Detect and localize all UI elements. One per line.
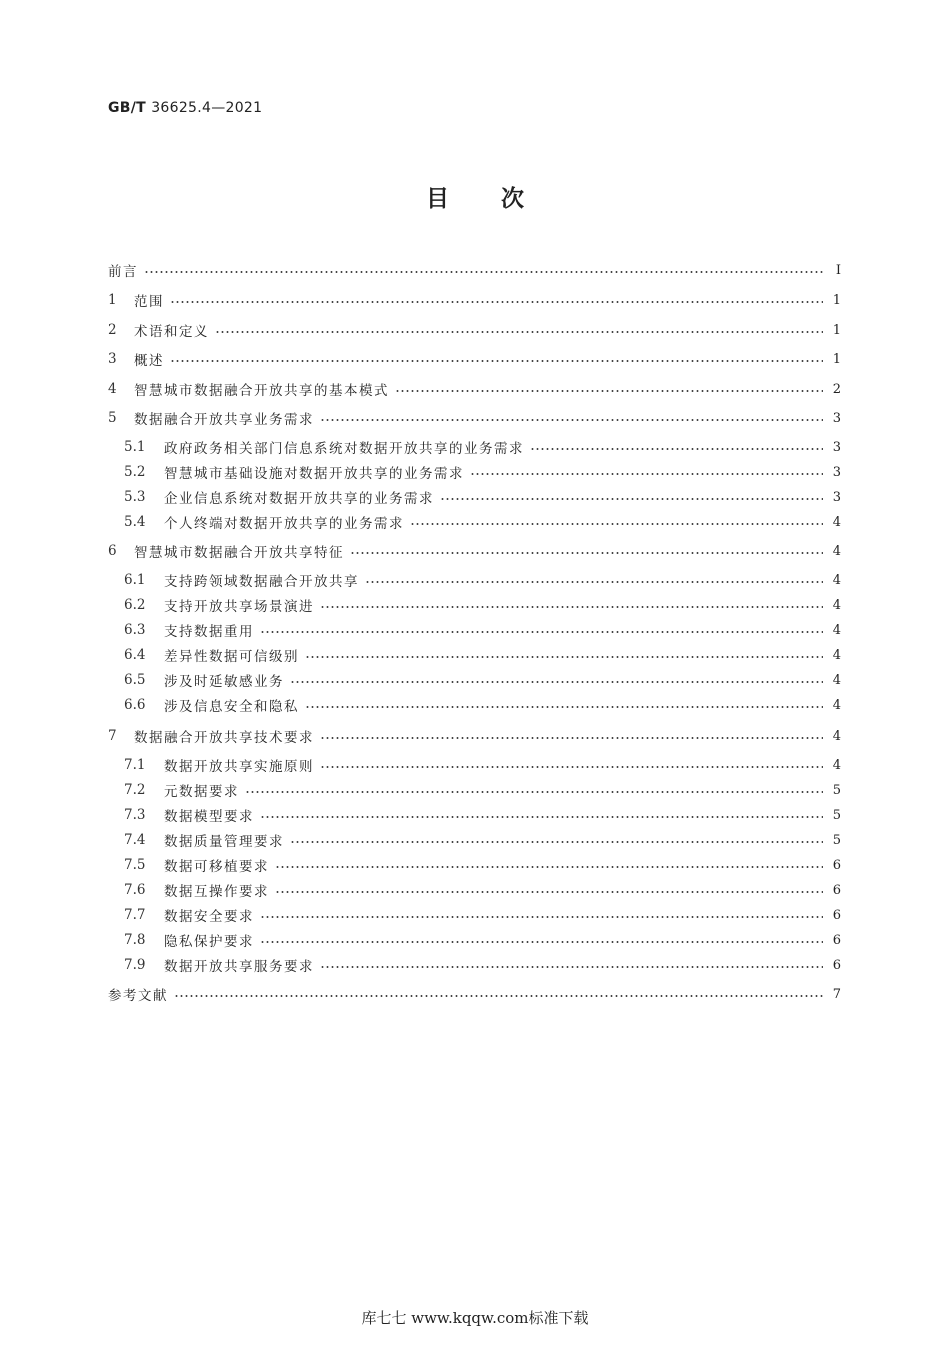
toc-entry-page: 4 (832, 728, 841, 744)
toc-leader-dots (365, 581, 823, 583)
toc-entry-number: 2 (108, 322, 117, 338)
toc-leader-dots (305, 706, 823, 708)
toc-leader-dots (144, 271, 823, 273)
toc-entry-label: 数据安全要求 (164, 909, 254, 925)
toc-entry-label: 支持数据重用 (164, 624, 254, 640)
toc-entry[interactable] (108, 568, 841, 592)
toc-entry-label: 支持跨领域数据融合开放共享 (164, 574, 359, 590)
toc-entry-page: 5 (832, 782, 841, 798)
title-char-2: 次 (501, 186, 524, 212)
toc-entry-page: 4 (832, 757, 841, 773)
toc-entry-page: 4 (832, 597, 841, 613)
toc-entry-number: 4 (108, 381, 117, 397)
page-title (0, 180, 950, 213)
toc-entry-page: 3 (832, 489, 841, 505)
toc-entry-number: 1 (108, 292, 117, 308)
toc-entry-page: 6 (832, 857, 841, 873)
toc-leader-dots (320, 606, 823, 608)
toc-entry-number: 7.7 (124, 907, 146, 923)
toc-entry-page: 4 (832, 514, 841, 530)
toc-entry-page: 4 (832, 572, 841, 588)
toc-entry[interactable] (108, 618, 841, 642)
toc-entry-label: 参考文献 (108, 988, 168, 1004)
toc-leader-dots (530, 448, 823, 450)
standard-prefix: GB/T (108, 100, 147, 116)
toc-leader-dots (470, 473, 823, 475)
toc-leader-dots (290, 681, 823, 683)
toc-entry-number: 7.5 (124, 857, 146, 873)
toc-entry-label: 元数据要求 (164, 784, 239, 800)
toc-entry-page: 3 (832, 410, 841, 426)
toc-entry-number: 6.1 (124, 572, 146, 588)
toc-entry-label: 涉及时延敏感业务 (164, 674, 284, 690)
toc-entry-label: 数据质量管理要求 (164, 834, 284, 850)
toc-entry[interactable] (108, 593, 841, 617)
toc-entry[interactable] (108, 982, 841, 1006)
toc-entry-page: 4 (832, 697, 841, 713)
toc-leader-dots (320, 966, 823, 968)
toc-entry-page: 3 (832, 439, 841, 455)
toc-entry-number: 7.3 (124, 807, 146, 823)
toc-leader-dots (440, 498, 823, 500)
toc-entry-number: 6.6 (124, 697, 146, 713)
toc-entry[interactable] (108, 853, 841, 877)
toc-entry[interactable] (108, 435, 841, 459)
toc-entry-number: 3 (108, 351, 117, 367)
toc-entry-number: 6.4 (124, 647, 146, 663)
toc-entry-label: 隐私保护要求 (164, 934, 254, 950)
toc-entry-number: 5.1 (124, 439, 146, 455)
toc-leader-dots (215, 331, 823, 333)
toc-leader-dots (275, 866, 823, 868)
toc-leader-dots (260, 631, 823, 633)
toc-entry-label: 智慧城市基础设施对数据开放共享的业务需求 (164, 466, 464, 482)
toc-entry-number: 5.2 (124, 464, 146, 480)
toc-entry-label: 术语和定义 (134, 324, 209, 340)
toc-entry-label: 前言 (108, 264, 138, 280)
toc-entry-page: 1 (832, 292, 841, 308)
toc-entry-page: 4 (832, 543, 841, 559)
toc-entry-number: 6 (108, 543, 117, 559)
toc-leader-dots (290, 841, 823, 843)
toc-entry[interactable] (108, 510, 841, 534)
toc-entry[interactable] (108, 778, 841, 802)
toc-entry-label: 数据融合开放共享业务需求 (134, 412, 314, 428)
toc-entry-page: 4 (832, 622, 841, 638)
toc-entry[interactable] (108, 668, 841, 692)
footer-watermark: 库七七 www.kqqw.com标准下载 (361, 1309, 589, 1327)
toc-entry-page: 6 (832, 907, 841, 923)
toc-leader-dots (260, 816, 823, 818)
toc-entry[interactable] (108, 803, 841, 827)
toc-entry[interactable] (108, 347, 841, 371)
toc-entry[interactable] (108, 693, 841, 717)
toc-entry[interactable] (108, 377, 841, 401)
toc-entry-label: 数据开放共享服务要求 (164, 959, 314, 975)
toc-entry[interactable] (108, 903, 841, 927)
toc-entry[interactable] (108, 539, 841, 563)
toc-entry-page: 7 (832, 986, 841, 1002)
standard-number: 36625.4—2021 (151, 100, 263, 116)
toc-entry-label: 支持开放共享场景演进 (164, 599, 314, 615)
toc-entry[interactable] (108, 724, 841, 748)
toc-entry-page: 2 (832, 381, 841, 397)
toc-leader-dots (260, 941, 823, 943)
toc-entry[interactable] (108, 460, 841, 484)
toc-entry[interactable] (108, 485, 841, 509)
toc-entry-number: 7.6 (124, 882, 146, 898)
toc-leader-dots (410, 523, 823, 525)
toc-entry-page: 1 (832, 351, 841, 367)
toc-entry-page: 4 (832, 647, 841, 663)
toc-entry[interactable] (108, 318, 841, 342)
toc-entry-label: 数据融合开放共享技术要求 (134, 730, 314, 746)
toc-entry-label: 范围 (134, 294, 164, 310)
toc-entry-page: Ⅰ (835, 262, 841, 278)
toc-entry-page: 5 (832, 832, 841, 848)
toc-entry-label: 企业信息系统对数据开放共享的业务需求 (164, 491, 434, 507)
toc-leader-dots (305, 656, 823, 658)
toc-entry-number: 7.1 (124, 757, 146, 773)
toc-entry-page: 6 (832, 932, 841, 948)
toc-entry-label: 数据模型要求 (164, 809, 254, 825)
toc-leader-dots (170, 360, 823, 362)
toc-entry[interactable] (108, 288, 841, 312)
toc-entry[interactable] (108, 406, 841, 430)
toc-leader-dots (320, 737, 823, 739)
toc-entry-label: 智慧城市数据融合开放共享特征 (134, 545, 344, 561)
toc-entry-label: 智慧城市数据融合开放共享的基本模式 (134, 383, 389, 399)
toc-entry-label: 涉及信息安全和隐私 (164, 699, 299, 715)
toc-entry[interactable] (108, 928, 841, 952)
toc-entry-page: 6 (832, 957, 841, 973)
toc-leader-dots (245, 791, 823, 793)
toc-entry-number: 5 (108, 410, 117, 426)
toc-entry-page: 6 (832, 882, 841, 898)
toc-entry-page: 3 (832, 464, 841, 480)
toc-leader-dots (350, 552, 823, 554)
toc-entry-number: 6.3 (124, 622, 146, 638)
toc-leader-dots (395, 390, 823, 392)
toc-entry-label: 数据可移植要求 (164, 859, 269, 875)
toc-entry-page: 1 (832, 322, 841, 338)
toc-entry[interactable] (108, 753, 841, 777)
toc-entry[interactable] (108, 953, 841, 977)
toc-entry[interactable] (108, 828, 841, 852)
toc-entry-number: 5.4 (124, 514, 146, 530)
toc-entry-page: 4 (832, 672, 841, 688)
toc-entry-number: 7.8 (124, 932, 146, 948)
toc-entry-page: 5 (832, 807, 841, 823)
toc-entry-number: 7 (108, 728, 117, 744)
toc-entry-number: 5.3 (124, 489, 146, 505)
toc-leader-dots (260, 916, 823, 918)
toc-leader-dots (320, 419, 823, 421)
toc-leader-dots (275, 891, 823, 893)
toc-leader-dots (320, 766, 823, 768)
toc-leader-dots (174, 995, 823, 997)
toc-entry-label: 数据开放共享实施原则 (164, 759, 314, 775)
toc-entry-number: 7.4 (124, 832, 146, 848)
toc-entry[interactable] (108, 258, 841, 282)
toc-entry-number: 6.5 (124, 672, 146, 688)
title-char-1: 目 (426, 186, 449, 212)
toc-entry-label: 政府政务相关部门信息系统对数据开放共享的业务需求 (164, 441, 524, 457)
toc-entry-number: 7.2 (124, 782, 146, 798)
toc-entry-label: 数据互操作要求 (164, 884, 269, 900)
toc-entry-number: 6.2 (124, 597, 146, 613)
toc-entry-label: 个人终端对数据开放共享的业务需求 (164, 516, 404, 532)
toc-entry-label: 概述 (134, 353, 164, 369)
toc-entry[interactable] (108, 878, 841, 902)
toc-entry[interactable] (108, 643, 841, 667)
toc-entry-number: 7.9 (124, 957, 146, 973)
toc-leader-dots (170, 301, 823, 303)
standard-code (108, 100, 262, 116)
toc-entry-label: 差异性数据可信级别 (164, 649, 299, 665)
